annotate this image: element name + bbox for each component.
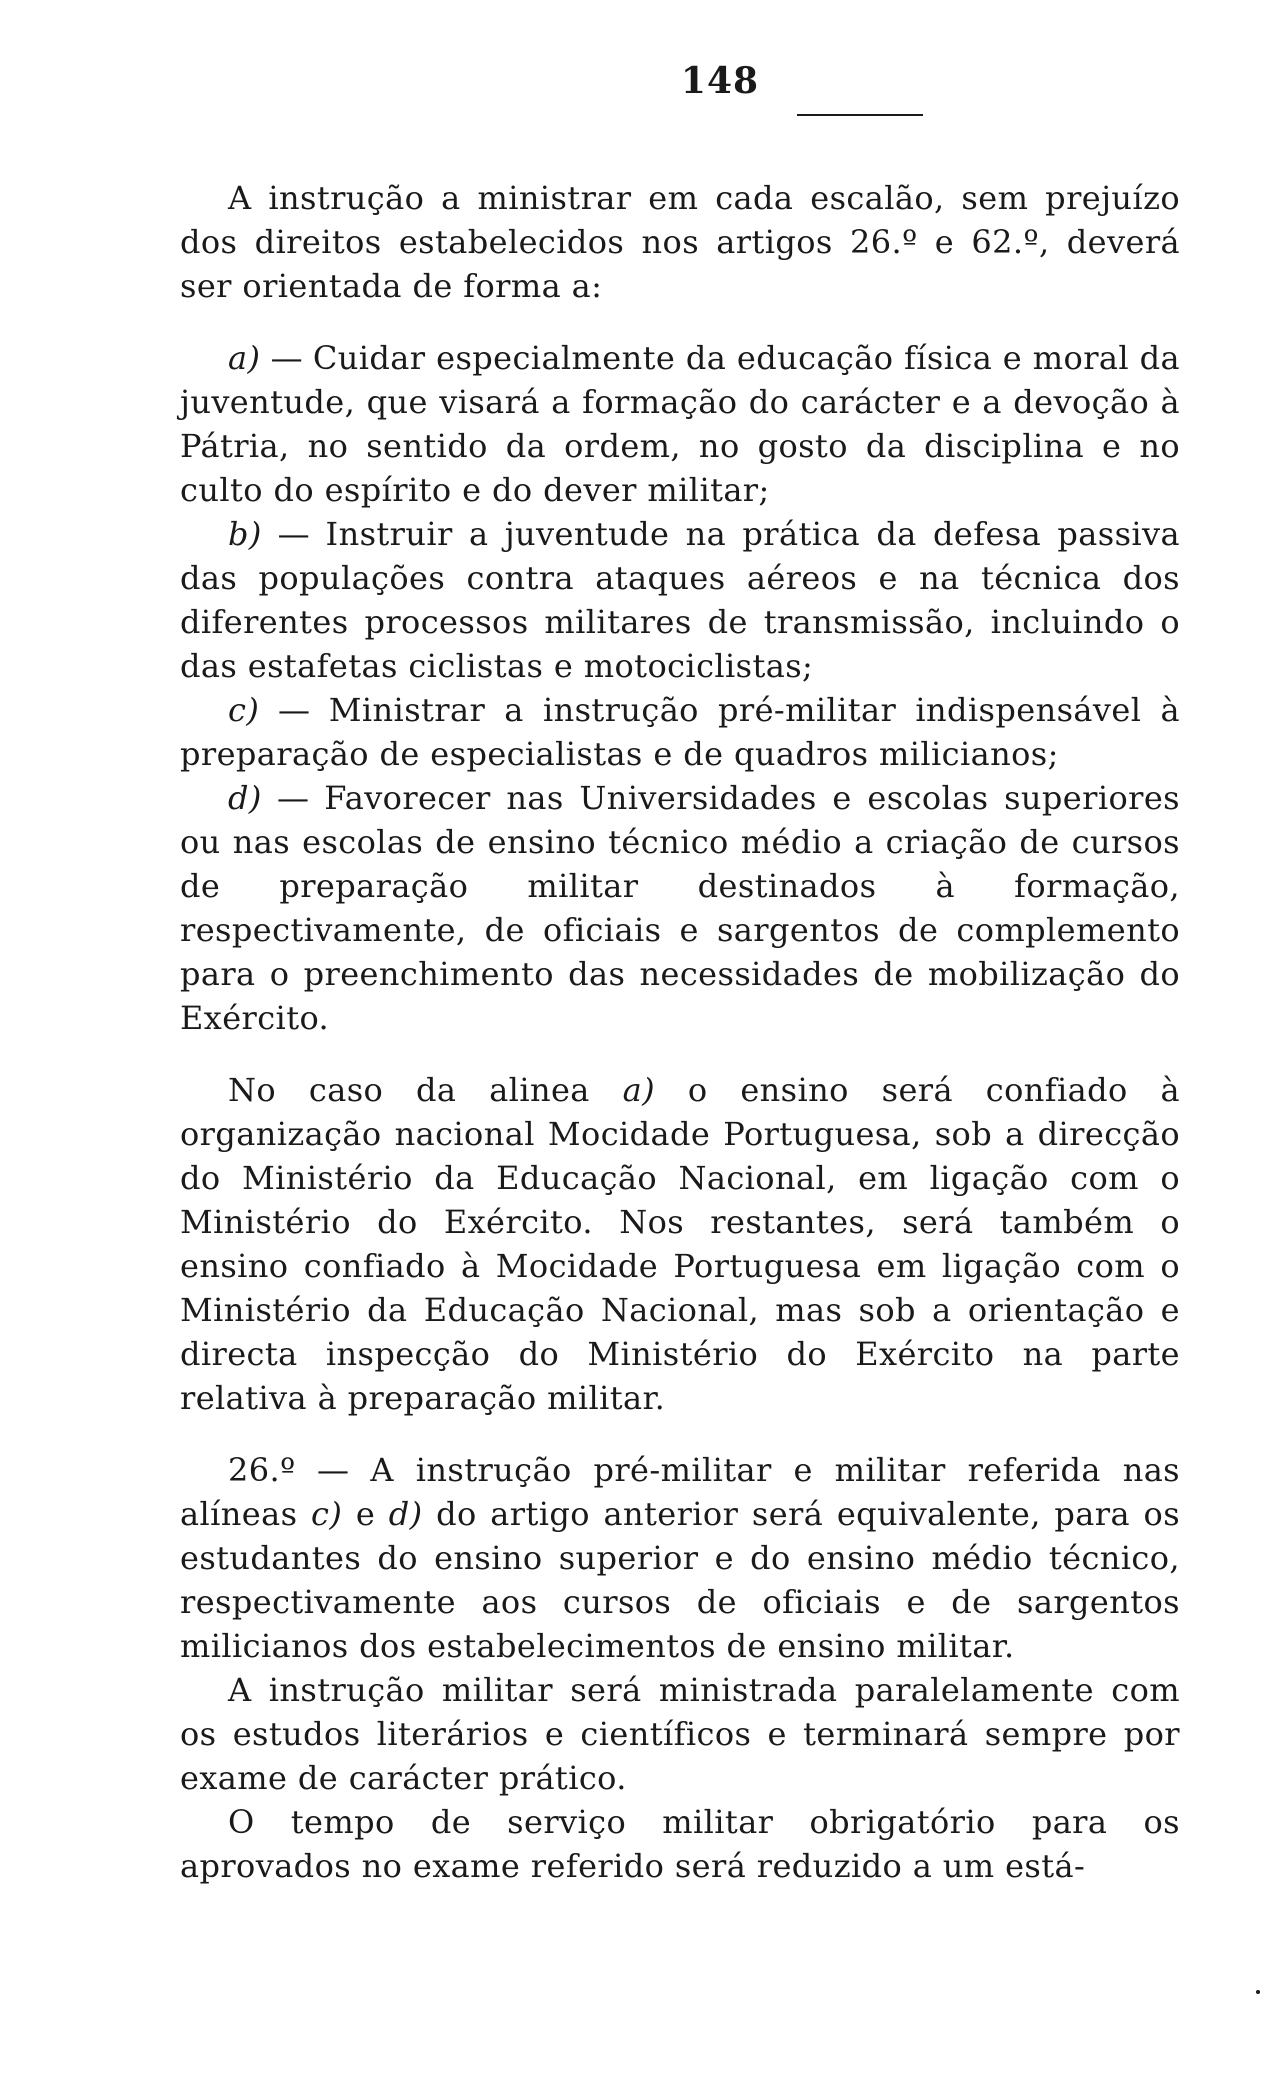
item-letter: c) bbox=[228, 691, 260, 729]
item-text: Instruir a juventude na prática da defesa passiva das populações contra ataques aéreos e na técnica dos diferentes processos militares de transmissão, incluindo o das estafetas ciclistas e motociclistas; bbox=[180, 515, 1181, 685]
tempo-paragraph: O tempo de serviço militar obrigatório para os aprovados no exame referido será reduzido a um está- bbox=[180, 1803, 1180, 1885]
item-dash: — bbox=[261, 515, 326, 553]
spacer bbox=[180, 1040, 1180, 1068]
list-item-d bbox=[180, 776, 1180, 1040]
item-text: Favorecer nas Universidades e escolas superiores ou nas escolas de ensino técnico médio a criação de cursos de preparação militar destinados à formação, respectivamente, de oficiais e sargentos de complemento para o preenchimento das necessidades de mobilização do Exército. bbox=[180, 779, 1180, 1037]
article-text-2: do artigo anterior será equivalente, para os estudantes do ensino superior e do ensino médio técnico, respectivamente aos cursos de oficiais e de sargentos milicianos dos estabelecimentos de ensino militar. bbox=[180, 1495, 1181, 1665]
item-letter: b) bbox=[228, 515, 262, 553]
instrucao-paragraph: A instrução militar será ministrada paralelamente com os estudos literários e científicos e terminará sempre por exame de carácter prático. bbox=[180, 1671, 1180, 1797]
alinea-text-before: No caso da alinea bbox=[228, 1071, 623, 1109]
item-text: Cuidar especialmente da educação física e moral da juventude, que visará a formação do carácter e a devoção à Pátria, no sentido da ordem, no gosto da disciplina e no culto do espírito e do dever militar; bbox=[180, 339, 1181, 509]
article-text-1: A instrução pré-militar e militar referida nas alíneas bbox=[180, 1451, 1181, 1533]
list-item-b bbox=[180, 512, 1180, 688]
article-26-paragraph bbox=[180, 1448, 1180, 1668]
list-item-c bbox=[180, 688, 1180, 776]
article-dash: — bbox=[295, 1451, 371, 1489]
scan-speck bbox=[1256, 1990, 1260, 1994]
spacer bbox=[180, 308, 1180, 336]
list-item-a bbox=[180, 336, 1180, 512]
item-text: Ministrar a instrução pré-militar indispensável à preparação de especialistas e de quadros milicianos; bbox=[180, 691, 1180, 773]
alinea-text-after: o ensino será confiado à organização nacional Mocidade Portuguesa, sob a direcção do Ministério da Educação Nacional, em ligação com o Ministério do Exército. Nos restantes, será também o ensino confiado à Mocidade Portuguesa em ligação com o Ministério da Educação Nacional, mas sob a orientação e directa inspecção do Ministério do Exército na parte relativa à preparação militar. bbox=[180, 1071, 1181, 1417]
item-letter: a) bbox=[228, 339, 261, 377]
page-number: 148 bbox=[680, 60, 760, 102]
article-letter-c: c) bbox=[311, 1495, 343, 1533]
article-text-middle: e bbox=[342, 1495, 389, 1533]
spacer bbox=[180, 1420, 1180, 1448]
intro-paragraph: A instrução a ministrar em cada escalão, sem prejuízo dos direitos estabelecidos nos artigos 26.º e 62.º, deverá ser orientada de forma a: bbox=[180, 179, 1180, 305]
document-page bbox=[180, 60, 1180, 1888]
article-letter-d: d) bbox=[388, 1495, 423, 1533]
item-dash: — bbox=[259, 691, 329, 729]
article-number: 26.º bbox=[228, 1451, 296, 1489]
item-dash: — bbox=[261, 779, 325, 817]
item-dash: — bbox=[260, 339, 313, 377]
alinea-paragraph bbox=[180, 1068, 1180, 1420]
alinea-letter: a) bbox=[622, 1071, 655, 1109]
item-letter: d) bbox=[228, 779, 262, 817]
page-number-rule bbox=[797, 114, 923, 116]
